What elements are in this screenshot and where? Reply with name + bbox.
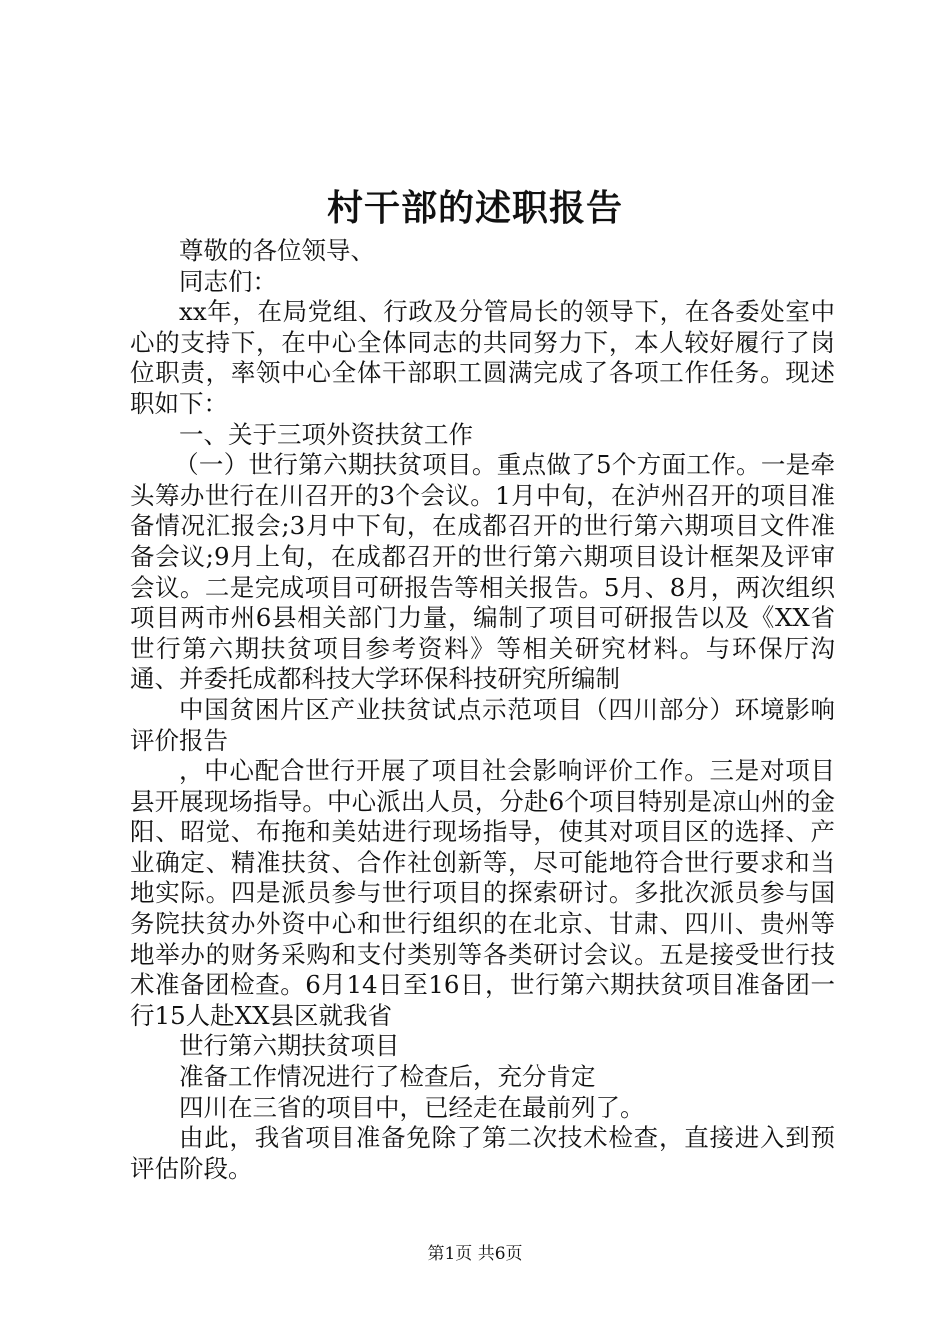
paragraph-intro: xx年，在局党组、行政及分管局长的领导下，在各委处室中心的支持下，在中心全体同志的共同努力下，本人较好履行了岗位职责，率领中心全体干部职工圆满完成了各项工作任务。现述职如下： bbox=[130, 297, 835, 418]
paragraph-conclusion: 由此，我省项目准备免除了第二次技术检查，直接进入到预评估阶段。 bbox=[130, 1123, 835, 1183]
paragraph-ranking: 四川在三省的项目中，已经走在最前列了。 bbox=[179, 1092, 645, 1122]
document-body bbox=[130, 236, 835, 1184]
page-number: 第1页 共6页 bbox=[427, 1244, 523, 1264]
paragraph-project-1: （一）世行第六期扶贫项目。重点做了5个方面工作。一是牵头筹办世行在川召开的3个会议。1月中旬，在泸州召开的项目准备情况汇报会;3月中下旬，在成都召开的世行第六期项目文件准备会议;9月上旬，在成都召开的世行第六期项目设计框架及评审会议。二是完成项目可研报告等相关报告。5月、8月，两次组织项目两市州6县相关部门力量，编制了项目可研报告以及《XX省世行第六期扶贫项目参考资料》等相关研究材料。与环保厅沟通、并委托成都科技大学环保科技研究所编制 bbox=[130, 450, 835, 694]
paragraph-salutation-1: 尊敬的各位领导、 bbox=[179, 236, 375, 265]
paragraph-project-2: ，中心配合世行开展了项目社会影响评价工作。三是对项目县开展现场指导。中心派出人员，分赴6个项目特别是凉山州的金阳、昭觉、布拖和美姑进行现场指导，使其对项目区的选择、产业确定、精准扶贫、合作社创新等，尽可能地符合世行要求和当地实际。四是派员参与世行项目的探索研讨。多批次派员参与国务院扶贫办外资中心和世行组织的在北京、甘肃、四川、贵州等地举办的财务采购和支付类别等各类研讨会议。五是接受世行技术准备团检查。6月14日至16日，世行第六期扶贫项目准备团一行15人赴XX县区就我省 bbox=[130, 756, 835, 1030]
document-title: 村干部的述职报告 bbox=[326, 187, 623, 229]
paragraph-inspection: 准备工作情况进行了检查后，充分肯定 bbox=[179, 1062, 596, 1092]
paragraph-project-name: 世行第六期扶贫项目 bbox=[179, 1031, 400, 1061]
paragraph-salutation-2: 同志们： bbox=[179, 266, 277, 296]
section-heading: 一、关于三项外资扶贫工作 bbox=[179, 419, 473, 449]
paragraph-report-title: 中国贫困片区产业扶贫试点示范项目（四川部分）环境影响评价报告 bbox=[130, 694, 835, 755]
